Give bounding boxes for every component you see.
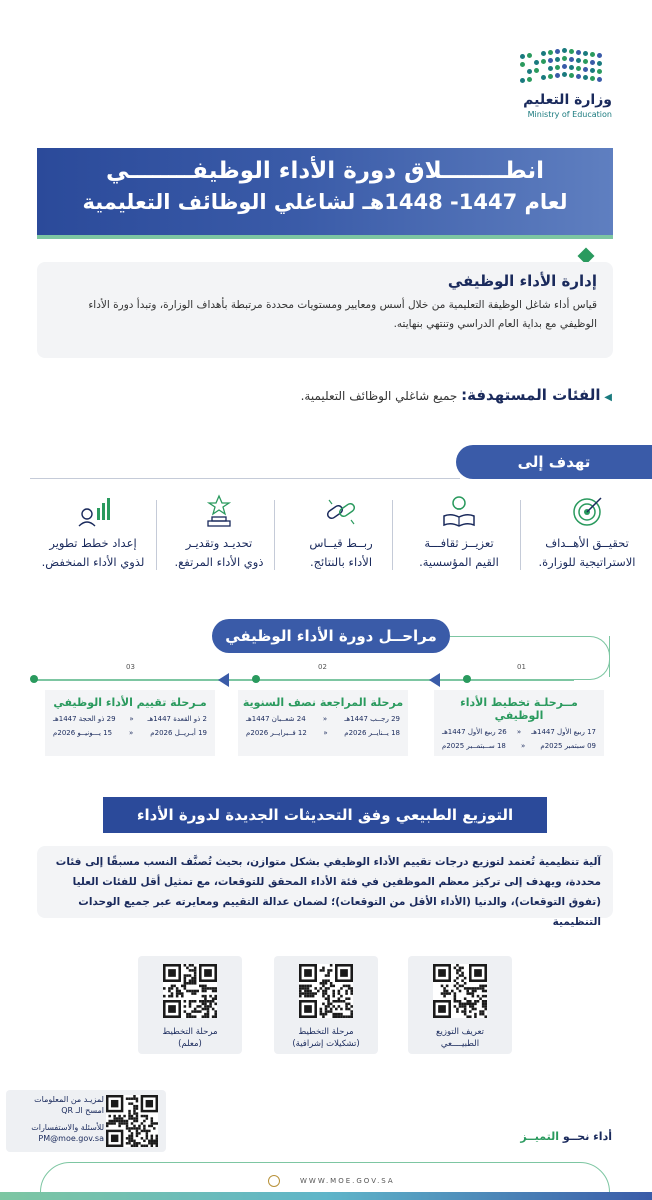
logo-dot <box>548 58 553 63</box>
aim-item <box>34 494 152 572</box>
aim-line-1: إعداد خطط تطوير <box>49 536 137 550</box>
aim-line-1: تحديـد وتقديـر <box>185 536 253 550</box>
logo-dot <box>534 60 539 65</box>
logo-dot <box>583 75 588 80</box>
ministry-name-ar: وزارة التعليم <box>523 92 612 108</box>
logo-dot <box>569 49 574 54</box>
qr-caption-line-2: (تشكيلات إشرافية) <box>292 1039 360 1049</box>
logo-dot <box>597 61 602 66</box>
qr-code-icon[interactable] <box>299 964 353 1018</box>
logo-dot <box>569 65 574 70</box>
qr-card-distribution[interactable] <box>408 956 512 1054</box>
qr-caption-line-1: مرحلة التخطيط <box>162 1027 218 1037</box>
aim-line-2: لذوي الأداء المنخفض. <box>41 555 145 569</box>
distribution-card <box>37 846 613 928</box>
logo-dot <box>520 78 525 83</box>
trophy-star-icon <box>199 494 239 528</box>
logo-dot <box>527 69 532 74</box>
info-line-1: لمزيـد من المعلومات <box>34 1095 104 1104</box>
timeline-dot <box>30 675 38 683</box>
logo-dot <box>576 58 581 63</box>
slogan-part-2: التميــز <box>520 1130 560 1143</box>
aim-separator <box>156 500 157 570</box>
target-icon <box>567 494 607 528</box>
phase-number: 01 <box>517 663 526 671</box>
aim-line-2: الاستراتيجية للوزارة. <box>538 555 636 569</box>
timeline-line <box>34 679 574 681</box>
logo-dot <box>534 68 539 73</box>
logo-dot <box>520 54 525 59</box>
website-url[interactable]: WWW.MOE.GOV.SA <box>300 1177 395 1185</box>
title-line-1: انطــــــــلاق دورة الأداء الوظيفــــــــي <box>106 158 544 184</box>
phase-card-midyear: مرحلة المراجعة نصف السنوية 29 رجــب 1447هـ « 24 شعــبان 1447هـ 18 يــنايــر 2026م « 12 فــبرايــر 2026م <box>238 690 408 756</box>
aim-line-1: ربــط قيــاس <box>309 536 373 550</box>
distribution-title: التوزيع الطبيعي وفق التحديثات الجديدة لدورة الأداء <box>103 797 547 833</box>
phase-greg-from: 09 سبتمبر 2025م <box>540 742 596 750</box>
phase-title: مرحلة المراجعة نصف السنوية <box>242 696 404 709</box>
logo-dot <box>583 51 588 56</box>
logo-dot <box>576 74 581 79</box>
aim-line-1: تعزيــز ثقافـــة <box>424 536 494 550</box>
footer-gradient-bar <box>0 1192 652 1200</box>
aims-title: تهدف إلى <box>456 445 652 479</box>
phase-greg-from: 18 يــنايــر 2026م <box>344 729 400 737</box>
qr-caption-line-1: مرحلة التخطيط <box>298 1027 354 1037</box>
logo-dot <box>576 50 581 55</box>
aim-line-2: ذوي الأداء المرتفع. <box>174 555 264 569</box>
phase-greg-from: 19 أبـريــل 2026م <box>150 729 207 737</box>
logo-dot <box>541 59 546 64</box>
phase-number: 03 <box>126 663 135 671</box>
qr-card-planning-supervisory[interactable] <box>274 956 378 1054</box>
phase-greg-to: 15 يـــونيــو 2026م <box>53 729 113 737</box>
phase-number: 02 <box>318 663 327 671</box>
qr-code-icon[interactable] <box>106 1095 158 1147</box>
phase-hijri-to: 29 ذو الحجة 1447هـ <box>53 715 116 723</box>
questions-label: للأسئلة والاستفسارات <box>31 1123 104 1132</box>
timeline-dot <box>252 675 260 683</box>
logo-dot <box>541 75 546 80</box>
phase-card-planning: مــرحلـة تخطيط الأداء الوظيفي 17 ربيع الأول 1447هـ « 26 ربيع الأول 1447هـ 09 سبتمبر 2025م « 18 ســبتمــبر 2025م <box>434 690 604 756</box>
logo-dot <box>597 69 602 74</box>
management-card <box>37 262 613 358</box>
logo-dot <box>548 50 553 55</box>
distribution-text: آلية تنظيمية تُعتمد لتوزيع درجات تقييم الأداء الوظيفي بشكل متوازن، بحيث تُصنَّف النسب مسبقًا إلى فئات محددة، ويهدف إلى تركيز معظم الموظفين في فئة الأداء المحقق للتوقعات، مع تمثيل أقل للفئات العليا (تفوق التوقعات)، والدنيا (الأداء الأقل من التوقعات)؛ لضمان عدالة التقييم ومعايرته عبر جميع الوحدات التنظيمية <box>55 856 601 928</box>
chain-link-icon <box>321 494 361 528</box>
aim-separator <box>520 500 521 570</box>
aims-divider <box>30 478 460 479</box>
target-groups <box>301 386 612 404</box>
logo-dot <box>548 66 553 71</box>
qr-caption-line-2: (معلم) <box>178 1039 202 1049</box>
logo-dot <box>597 53 602 58</box>
phases-title: مراحــل دورة الأداء الوظيفي <box>212 619 450 653</box>
aim-item <box>282 494 400 572</box>
management-text: قياس أداء شاغل الوظيفة التعليمية من خلال أسس ومعايير ومستويات محددة مرتبطة بأهداف الوزارة، وتبدأ دورة الأداء الوظيفي مع بداية العام الدراسي وتنتهي بنهايته. <box>88 299 597 330</box>
info-box <box>6 1090 166 1152</box>
logo-dot <box>590 76 595 81</box>
aim-item <box>160 494 278 572</box>
logo-dot <box>583 59 588 64</box>
logo-dot <box>576 66 581 71</box>
aim-line-2: الأداء بالنتائج. <box>309 555 373 569</box>
logo-dot <box>590 52 595 57</box>
logo-dot <box>527 77 532 82</box>
timeline-loop-return <box>560 636 610 680</box>
slogan-part-1: أداء نحــو <box>562 1130 612 1143</box>
logo-dot <box>527 53 532 58</box>
triangle-icon: ◀ <box>604 392 612 403</box>
info-line-2: امسح الـ QR <box>61 1106 104 1115</box>
logo-dot <box>562 64 567 69</box>
logo-dot <box>583 67 588 72</box>
logo-dot <box>562 48 567 53</box>
target-label: الفئات المستهدفة: <box>461 386 601 404</box>
qr-card-planning-teacher[interactable] <box>138 956 242 1054</box>
logo-dot <box>555 73 560 78</box>
logo-dot <box>590 68 595 73</box>
phase-hijri-from: 29 رجــب 1447هـ <box>344 715 400 723</box>
logo-dot <box>548 74 553 79</box>
phase-hijri-to: 24 شعــبان 1447هـ <box>246 715 306 723</box>
phase-hijri-from: 2 ذو القعدة 1447هـ <box>147 715 207 723</box>
logo-dot <box>562 56 567 61</box>
phase-title: مــرحلـة تخطيط الأداء الوظيفي <box>460 696 578 722</box>
target-value: جميع شاغلي الوظائف التعليمية. <box>300 389 458 403</box>
phase-title: مـرحلة تقييم الأداء الوظيفي <box>53 696 207 709</box>
logo-dot <box>569 73 574 78</box>
aim-item <box>528 494 646 572</box>
emblem-icon <box>268 1175 280 1187</box>
logo-dot <box>555 65 560 70</box>
phase-hijri-from: 17 ربيع الأول 1447هـ <box>531 728 596 736</box>
ministry-logo-mark <box>520 48 610 88</box>
logo-dot <box>590 60 595 65</box>
book-bulb-icon <box>439 494 479 528</box>
aim-line-2: القيم المؤسسية. <box>419 555 499 569</box>
contact-email[interactable]: PM@moe.gov.sa <box>38 1134 104 1143</box>
qr-code-icon[interactable] <box>433 964 487 1018</box>
timeline-dot <box>463 675 471 683</box>
qr-caption-line-2: الطبيــــعي <box>440 1039 480 1049</box>
logo-dot <box>569 57 574 62</box>
title-banner <box>37 148 613 235</box>
title-line-2: لعام 1447- 1448هـ لشاغلي الوظائف التعليمية <box>82 190 568 214</box>
logo-dot <box>555 49 560 54</box>
arrow-left-icon <box>429 673 440 687</box>
slogan <box>520 1130 612 1143</box>
phase-greg-to: 12 فــبرايــر 2026م <box>246 729 307 737</box>
logo-dot <box>597 77 602 82</box>
qr-code-icon[interactable] <box>163 964 217 1018</box>
qr-caption-line-1: تعريف التوزيع <box>436 1027 484 1037</box>
logo-dot <box>520 62 525 67</box>
logo-dot <box>541 51 546 56</box>
title-underline <box>37 235 613 239</box>
phase-greg-to: 18 ســبتمــبر 2025م <box>442 742 506 750</box>
phase-hijri-to: 26 ربيع الأول 1447هـ <box>442 728 507 736</box>
aim-line-1: تحقيــق الأهــداف <box>545 536 629 550</box>
logo-dot <box>555 57 560 62</box>
phase-card-evaluation: مـرحلة تقييم الأداء الوظيفي 2 ذو القعدة 1447هـ « 29 ذو الحجة 1447هـ 19 أبـريــل 2026م « 15 يـــونيــو 2026م <box>45 690 215 756</box>
logo-dot <box>562 72 567 77</box>
ministry-name-en: Ministry of Education <box>527 110 612 119</box>
aim-item <box>400 494 518 572</box>
management-heading: إدارة الأداء الوظيفي <box>447 272 597 290</box>
arrow-left-icon <box>218 673 229 687</box>
growth-chart-icon <box>73 494 113 528</box>
